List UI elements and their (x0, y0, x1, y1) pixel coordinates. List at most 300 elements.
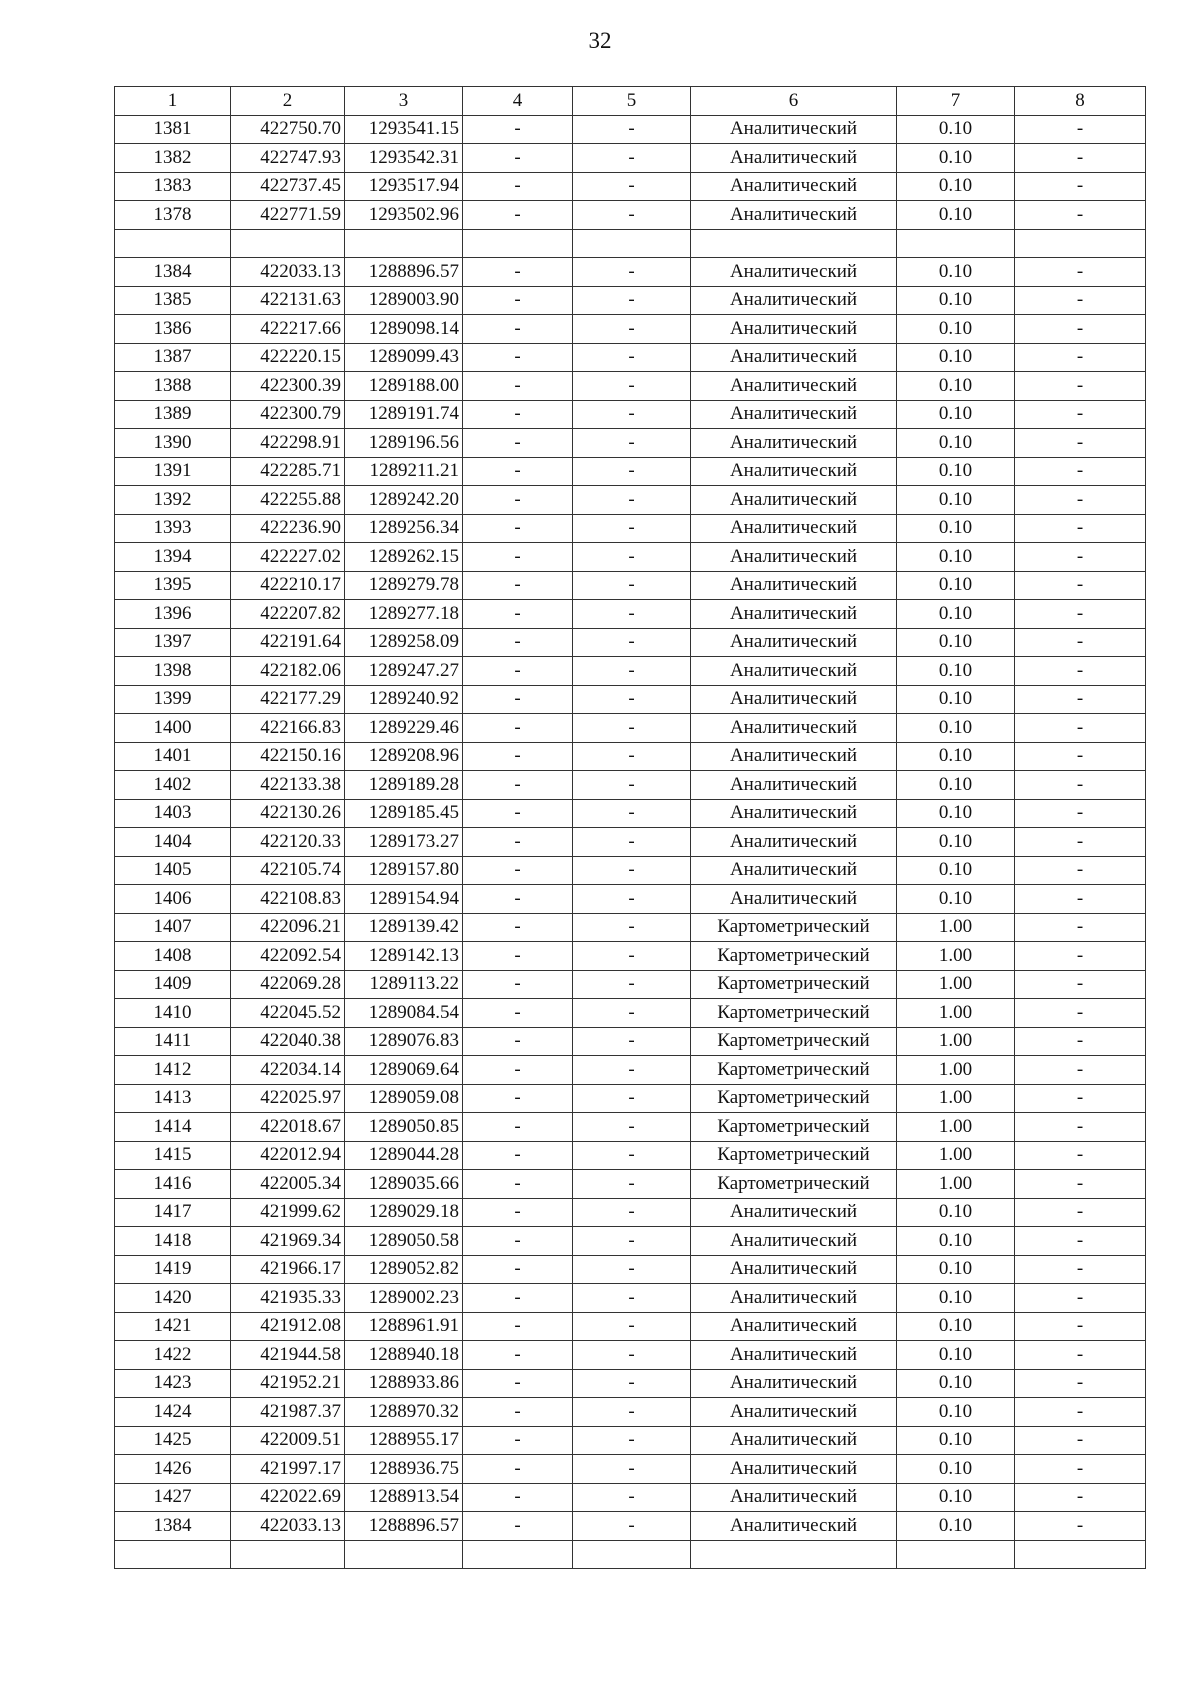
cell-col-5: - (573, 372, 691, 401)
cell-x-coordinate: 422255.88 (231, 486, 345, 515)
table-row (115, 799, 1146, 828)
cell-method: Аналитический (691, 457, 897, 486)
cell-col-8: - (1015, 1426, 1146, 1455)
cell-col-4: - (463, 1084, 573, 1113)
cell-col-4: - (463, 885, 573, 914)
cell-y-coordinate: 1289185.45 (345, 799, 463, 828)
cell-point-number: 1382 (115, 144, 231, 173)
cell-col-4: - (463, 970, 573, 999)
cell-col-5: - (573, 571, 691, 600)
cell-col-5: - (573, 1056, 691, 1085)
cell-point-number: 1411 (115, 1027, 231, 1056)
cell-x-coordinate: 422747.93 (231, 144, 345, 173)
cell-y-coordinate: 1289196.56 (345, 429, 463, 458)
cell-col-4: - (463, 1512, 573, 1541)
cell-y-coordinate: 1288896.57 (345, 1512, 463, 1541)
cell-point-number: 1386 (115, 315, 231, 344)
cell-col-8: - (1015, 400, 1146, 429)
cell-point-number: 1388 (115, 372, 231, 401)
cell-method: Картометрический (691, 970, 897, 999)
cell-col-4: - (463, 1027, 573, 1056)
cell-method: Картометрический (691, 999, 897, 1028)
cell-y-coordinate: 1289247.27 (345, 657, 463, 686)
cell-accuracy: 0.10 (897, 400, 1015, 429)
cell-method: Картометрический (691, 913, 897, 942)
cell-method: Аналитический (691, 1426, 897, 1455)
cell-col-8: - (1015, 372, 1146, 401)
cell-col-4: - (463, 600, 573, 629)
cell-y-coordinate: 1289256.34 (345, 514, 463, 543)
cell-point-number: 1420 (115, 1284, 231, 1313)
cell-method: Аналитический (691, 628, 897, 657)
cell-point-number: 1417 (115, 1198, 231, 1227)
cell-point-number: 1400 (115, 714, 231, 743)
cell-point-number: 1424 (115, 1398, 231, 1427)
table-row (115, 999, 1146, 1028)
cell-method: Аналитический (691, 1369, 897, 1398)
cell-col-8: - (1015, 799, 1146, 828)
cell-accuracy: 0.10 (897, 628, 1015, 657)
cell-y-coordinate: 1289052.82 (345, 1255, 463, 1284)
cell-point-number: 1414 (115, 1113, 231, 1142)
cell-col-5: - (573, 942, 691, 971)
cell-x-coordinate: 421944.58 (231, 1341, 345, 1370)
cell-accuracy: 0.10 (897, 144, 1015, 173)
cell-y-coordinate: 1288940.18 (345, 1341, 463, 1370)
cell-x-coordinate: 422105.74 (231, 856, 345, 885)
cell-col-5: - (573, 600, 691, 629)
cell-x-coordinate: 422009.51 (231, 1426, 345, 1455)
table-row (115, 657, 1146, 686)
cell-method: Аналитический (691, 828, 897, 857)
cell-point-number: 1409 (115, 970, 231, 999)
table-row (115, 372, 1146, 401)
cell-method: Аналитический (691, 742, 897, 771)
cell-col-8: - (1015, 657, 1146, 686)
cell-accuracy: 0.10 (897, 657, 1015, 686)
table-header (115, 87, 1146, 116)
cell-col-8: - (1015, 970, 1146, 999)
cell-col-5: - (573, 172, 691, 201)
cell-point-number: 1406 (115, 885, 231, 914)
table-row (115, 1255, 1146, 1284)
table-row (115, 172, 1146, 201)
cell-x-coordinate: 422771.59 (231, 201, 345, 230)
cell-x-coordinate: 422130.26 (231, 799, 345, 828)
cell-accuracy: 0.10 (897, 1512, 1015, 1541)
cell-col-8: - (1015, 1198, 1146, 1227)
cell-col-5: - (573, 771, 691, 800)
cell-col-4: - (463, 1341, 573, 1370)
cell-accuracy: 0.10 (897, 1483, 1015, 1512)
table-row (115, 429, 1146, 458)
cell-col-8: - (1015, 514, 1146, 543)
cell-col-5: - (573, 1512, 691, 1541)
cell-col-4: - (463, 771, 573, 800)
cell-col-5: - (573, 1113, 691, 1142)
cell-col-4: - (463, 1312, 573, 1341)
table-body (115, 115, 1146, 1569)
cell-col-8: - (1015, 1284, 1146, 1313)
cell-y-coordinate: 1289240.92 (345, 685, 463, 714)
header-cell-7: 7 (897, 87, 1015, 116)
cell-col-5: - (573, 1341, 691, 1370)
cell-y-coordinate: 1289139.42 (345, 913, 463, 942)
header-cell-8: 8 (1015, 87, 1146, 116)
cell-col-8: - (1015, 1341, 1146, 1370)
cell-method: Аналитический (691, 1284, 897, 1313)
cell-accuracy: 1.00 (897, 1084, 1015, 1113)
cell-accuracy: 0.10 (897, 1312, 1015, 1341)
cell-y-coordinate: 1289279.78 (345, 571, 463, 600)
cell-col-8: - (1015, 1141, 1146, 1170)
table-row (115, 201, 1146, 230)
cell-col-4: - (463, 1398, 573, 1427)
cell-point-number: 1413 (115, 1084, 231, 1113)
cell-col-5: - (573, 1369, 691, 1398)
table-row (115, 543, 1146, 572)
cell-x-coordinate: 422737.45 (231, 172, 345, 201)
cell-y-coordinate: 1289277.18 (345, 600, 463, 629)
cell-point-number: 1381 (115, 115, 231, 144)
cell-y-coordinate: 1289099.43 (345, 343, 463, 372)
cell-x-coordinate: 421952.21 (231, 1369, 345, 1398)
cell-point-number: 1415 (115, 1141, 231, 1170)
cell-accuracy: 0.10 (897, 771, 1015, 800)
cell-col-5: - (573, 1170, 691, 1199)
cell-y-coordinate: 1293517.94 (345, 172, 463, 201)
cell-x-coordinate: 422033.13 (231, 258, 345, 287)
cell-y-coordinate: 1288961.91 (345, 1312, 463, 1341)
cell-col-4: - (463, 657, 573, 686)
cell-y-coordinate: 1288896.57 (345, 258, 463, 287)
cell-y-coordinate: 1289050.85 (345, 1113, 463, 1142)
cell-method: Картометрический (691, 1027, 897, 1056)
cell-x-coordinate: 422207.82 (231, 600, 345, 629)
cell-accuracy: 0.10 (897, 1255, 1015, 1284)
cell-col-5: - (573, 144, 691, 173)
cell-col-4: - (463, 486, 573, 515)
cell-method: Аналитический (691, 286, 897, 315)
cell-col-5 (573, 1540, 691, 1569)
cell-accuracy: 1.00 (897, 1113, 1015, 1142)
cell-y-coordinate: 1289035.66 (345, 1170, 463, 1199)
cell-accuracy: 1.00 (897, 1170, 1015, 1199)
cell-method: Аналитический (691, 771, 897, 800)
cell-x-coordinate: 422166.83 (231, 714, 345, 743)
cell-y-coordinate: 1288933.86 (345, 1369, 463, 1398)
cell-method: Аналитический (691, 115, 897, 144)
cell-col-8: - (1015, 828, 1146, 857)
cell-col-5: - (573, 429, 691, 458)
cell-method: Аналитический (691, 1398, 897, 1427)
cell-point-number: 1395 (115, 571, 231, 600)
table-row (115, 942, 1146, 971)
table-row (115, 1113, 1146, 1142)
cell-col-5: - (573, 1141, 691, 1170)
cell-accuracy: 0.10 (897, 600, 1015, 629)
cell-accuracy: 0.10 (897, 1341, 1015, 1370)
cell-col-5: - (573, 1312, 691, 1341)
header-cell-4: 4 (463, 87, 573, 116)
cell-accuracy: 0.10 (897, 457, 1015, 486)
cell-accuracy: 0.10 (897, 1227, 1015, 1256)
cell-col-4 (463, 1540, 573, 1569)
cell-y-coordinate (345, 229, 463, 258)
cell-point-number (115, 229, 231, 258)
cell-x-coordinate: 422012.94 (231, 1141, 345, 1170)
table-row (115, 1284, 1146, 1313)
cell-method: Аналитический (691, 685, 897, 714)
cell-point-number: 1403 (115, 799, 231, 828)
cell-point-number (115, 1540, 231, 1569)
cell-col-5: - (573, 286, 691, 315)
cell-point-number: 1393 (115, 514, 231, 543)
cell-col-4: - (463, 1113, 573, 1142)
cell-accuracy: 0.10 (897, 286, 1015, 315)
cell-col-5: - (573, 685, 691, 714)
table-row (115, 1369, 1146, 1398)
cell-x-coordinate: 422096.21 (231, 913, 345, 942)
cell-accuracy: 0.10 (897, 514, 1015, 543)
cell-point-number: 1422 (115, 1341, 231, 1370)
cell-point-number: 1387 (115, 343, 231, 372)
cell-col-5: - (573, 486, 691, 515)
cell-point-number: 1423 (115, 1369, 231, 1398)
cell-col-8: - (1015, 543, 1146, 572)
cell-col-8: - (1015, 429, 1146, 458)
cell-col-4: - (463, 115, 573, 144)
table-row (115, 1027, 1146, 1056)
table-row (115, 1455, 1146, 1484)
cell-col-8: - (1015, 685, 1146, 714)
cell-x-coordinate: 421912.08 (231, 1312, 345, 1341)
cell-col-4: - (463, 1426, 573, 1455)
cell-x-coordinate: 422182.06 (231, 657, 345, 686)
cell-method: Аналитический (691, 372, 897, 401)
cell-col-4: - (463, 144, 573, 173)
cell-col-5: - (573, 315, 691, 344)
cell-x-coordinate: 422150.16 (231, 742, 345, 771)
cell-accuracy: 1.00 (897, 942, 1015, 971)
cell-col-5: - (573, 742, 691, 771)
cell-method: Аналитический (691, 1483, 897, 1512)
cell-y-coordinate: 1289154.94 (345, 885, 463, 914)
table-row (115, 457, 1146, 486)
cell-col-4 (463, 229, 573, 258)
cell-accuracy: 0.10 (897, 1284, 1015, 1313)
cell-method: Аналитический (691, 1341, 897, 1370)
cell-col-4: - (463, 372, 573, 401)
cell-method: Картометрический (691, 1084, 897, 1113)
cell-x-coordinate: 422750.70 (231, 115, 345, 144)
cell-col-8: - (1015, 315, 1146, 344)
cell-accuracy: 0.10 (897, 1398, 1015, 1427)
cell-y-coordinate: 1289262.15 (345, 543, 463, 572)
cell-x-coordinate: 422227.02 (231, 543, 345, 572)
cell-col-5: - (573, 1227, 691, 1256)
cell-col-8 (1015, 229, 1146, 258)
cell-point-number: 1407 (115, 913, 231, 942)
cell-accuracy: 0.10 (897, 856, 1015, 885)
table-row (115, 685, 1146, 714)
cell-accuracy: 0.10 (897, 1455, 1015, 1484)
cell-x-coordinate: 422034.14 (231, 1056, 345, 1085)
cell-col-5: - (573, 1398, 691, 1427)
cell-col-8: - (1015, 714, 1146, 743)
table-row (115, 343, 1146, 372)
cell-col-4: - (463, 799, 573, 828)
table-row (115, 828, 1146, 857)
header-cell-6: 6 (691, 87, 897, 116)
table-row (115, 1056, 1146, 1085)
cell-point-number: 1390 (115, 429, 231, 458)
cell-x-coordinate: 422005.34 (231, 1170, 345, 1199)
cell-col-8: - (1015, 600, 1146, 629)
cell-x-coordinate: 422210.17 (231, 571, 345, 600)
cell-accuracy: 0.10 (897, 115, 1015, 144)
cell-col-5: - (573, 1455, 691, 1484)
table-row (115, 856, 1146, 885)
cell-col-8: - (1015, 1312, 1146, 1341)
cell-accuracy: 0.10 (897, 685, 1015, 714)
cell-point-number: 1384 (115, 1512, 231, 1541)
cell-method: Картометрический (691, 1056, 897, 1085)
cell-y-coordinate: 1289258.09 (345, 628, 463, 657)
cell-x-coordinate: 421935.33 (231, 1284, 345, 1313)
table-row (115, 400, 1146, 429)
cell-col-4: - (463, 201, 573, 230)
cell-accuracy: 0.10 (897, 885, 1015, 914)
cell-x-coordinate: 422040.38 (231, 1027, 345, 1056)
cell-method: Аналитический (691, 856, 897, 885)
cell-point-number: 1426 (115, 1455, 231, 1484)
cell-accuracy: 0.10 (897, 372, 1015, 401)
cell-col-4: - (463, 571, 573, 600)
cell-x-coordinate: 422092.54 (231, 942, 345, 971)
cell-col-4: - (463, 286, 573, 315)
cell-col-4: - (463, 514, 573, 543)
cell-method: Аналитический (691, 714, 897, 743)
cell-col-4: - (463, 343, 573, 372)
header-cell-3: 3 (345, 87, 463, 116)
cell-col-8: - (1015, 913, 1146, 942)
cell-y-coordinate: 1289059.08 (345, 1084, 463, 1113)
cell-point-number: 1416 (115, 1170, 231, 1199)
cell-accuracy: 0.10 (897, 828, 1015, 857)
cell-col-4: - (463, 1141, 573, 1170)
cell-method: Аналитический (691, 201, 897, 230)
cell-col-4: - (463, 685, 573, 714)
cell-col-4: - (463, 742, 573, 771)
cell-col-5: - (573, 657, 691, 686)
cell-col-5 (573, 229, 691, 258)
cell-method: Аналитический (691, 172, 897, 201)
cell-col-4: - (463, 1455, 573, 1484)
cell-x-coordinate: 422025.97 (231, 1084, 345, 1113)
header-row (115, 87, 1146, 116)
cell-y-coordinate: 1289242.20 (345, 486, 463, 515)
cell-col-4: - (463, 258, 573, 287)
cell-point-number: 1397 (115, 628, 231, 657)
table-row (115, 514, 1146, 543)
cell-col-8: - (1015, 1255, 1146, 1284)
cell-method: Аналитический (691, 429, 897, 458)
cell-method: Аналитический (691, 543, 897, 572)
cell-accuracy: 0.10 (897, 1369, 1015, 1398)
table-row (115, 771, 1146, 800)
cell-accuracy: 1.00 (897, 1141, 1015, 1170)
table-row (115, 571, 1146, 600)
cell-x-coordinate: 422045.52 (231, 999, 345, 1028)
cell-col-8: - (1015, 999, 1146, 1028)
cell-y-coordinate: 1289044.28 (345, 1141, 463, 1170)
cell-accuracy: 0.10 (897, 258, 1015, 287)
cell-x-coordinate (231, 229, 345, 258)
cell-y-coordinate: 1289173.27 (345, 828, 463, 857)
cell-y-coordinate: 1289142.13 (345, 942, 463, 971)
cell-col-5: - (573, 400, 691, 429)
cell-col-5: - (573, 457, 691, 486)
cell-col-8: - (1015, 1027, 1146, 1056)
cell-y-coordinate: 1289084.54 (345, 999, 463, 1028)
cell-col-5: - (573, 999, 691, 1028)
table-row (115, 1540, 1146, 1569)
cell-col-5: - (573, 343, 691, 372)
cell-col-8: - (1015, 856, 1146, 885)
cell-point-number: 1394 (115, 543, 231, 572)
page-number: 32 (588, 28, 612, 53)
cell-y-coordinate: 1289211.21 (345, 457, 463, 486)
table-row (115, 714, 1146, 743)
cell-y-coordinate: 1288936.75 (345, 1455, 463, 1484)
cell-accuracy: 0.10 (897, 172, 1015, 201)
cell-col-8: - (1015, 885, 1146, 914)
cell-accuracy: 0.10 (897, 343, 1015, 372)
cell-col-8: - (1015, 771, 1146, 800)
cell-x-coordinate (231, 1540, 345, 1569)
table-row (115, 229, 1146, 258)
cell-y-coordinate: 1293502.96 (345, 201, 463, 230)
cell-y-coordinate: 1289189.28 (345, 771, 463, 800)
table-row (115, 1227, 1146, 1256)
cell-point-number: 1412 (115, 1056, 231, 1085)
cell-x-coordinate: 421999.62 (231, 1198, 345, 1227)
cell-col-5: - (573, 628, 691, 657)
cell-x-coordinate: 422022.69 (231, 1483, 345, 1512)
cell-col-8: - (1015, 144, 1146, 173)
header-cell-1: 1 (115, 87, 231, 116)
cell-point-number: 1383 (115, 172, 231, 201)
cell-accuracy: 1.00 (897, 999, 1015, 1028)
table-row (115, 115, 1146, 144)
cell-method: Аналитический (691, 1255, 897, 1284)
cell-point-number: 1419 (115, 1255, 231, 1284)
cell-y-coordinate: 1289188.00 (345, 372, 463, 401)
cell-accuracy: 0.10 (897, 742, 1015, 771)
cell-y-coordinate: 1289069.64 (345, 1056, 463, 1085)
cell-method (691, 1540, 897, 1569)
cell-col-8: - (1015, 942, 1146, 971)
cell-method: Аналитический (691, 1455, 897, 1484)
cell-accuracy: 1.00 (897, 970, 1015, 999)
cell-col-5: - (573, 828, 691, 857)
table-row (115, 315, 1146, 344)
cell-col-5: - (573, 1284, 691, 1313)
cell-x-coordinate: 421969.34 (231, 1227, 345, 1256)
cell-col-8: - (1015, 457, 1146, 486)
cell-x-coordinate: 422220.15 (231, 343, 345, 372)
